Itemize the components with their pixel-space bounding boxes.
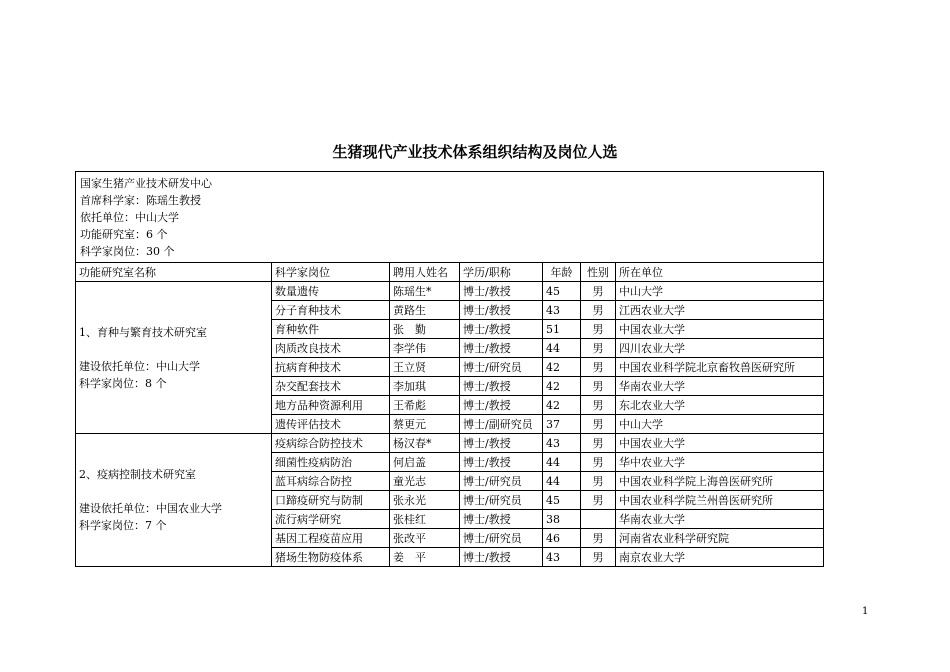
age-cell: 38 — [543, 510, 581, 529]
post-cell: 猪场生物防疫体系 — [272, 548, 390, 567]
post-cell: 地方品种资源利用 — [272, 396, 390, 415]
age-cell: 42 — [543, 358, 581, 377]
unit-cell: 中国农业科学院北京畜牧兽医研究所 — [616, 358, 824, 377]
person-cell: 黄路生 — [390, 301, 460, 320]
person-cell: 张桂红 — [390, 510, 460, 529]
post-cell: 育种软件 — [272, 320, 390, 339]
sex-cell: 男 — [581, 415, 616, 434]
post-cell: 肉质改良技术 — [272, 339, 390, 358]
title-cell: 博士/教授 — [460, 339, 543, 358]
person-cell: 何启盖 — [390, 453, 460, 472]
unit-cell: 中山大学 — [616, 282, 824, 301]
unit-cell: 中国农业大学 — [616, 434, 824, 453]
header-block — [76, 172, 824, 263]
age-cell: 44 — [543, 453, 581, 472]
title-cell: 博士/研究员 — [460, 358, 543, 377]
lab-name: 2、疫病控制技术研究室 — [79, 468, 196, 481]
unit-cell: 中国农业科学院上海兽医研究所 — [616, 472, 824, 491]
title-cell: 博士/教授 — [460, 434, 543, 453]
title-cell: 博士/研究员 — [460, 472, 543, 491]
col-header-sex: 性别 — [581, 263, 616, 282]
header-block-row — [76, 172, 824, 263]
person-cell: 王立贤 — [390, 358, 460, 377]
col-header-lab: 功能研究室名称 — [76, 263, 272, 282]
sex-cell: 男 — [581, 529, 616, 548]
sex-cell: 男 — [581, 548, 616, 567]
post-cell: 疫病综合防控技术 — [272, 434, 390, 453]
unit-cell: 中国农业大学 — [616, 320, 824, 339]
col-header-unit: 所在单位 — [616, 263, 824, 282]
lab-post-count: 科学家岗位：7 个 — [79, 519, 167, 532]
lab-gap — [79, 341, 268, 358]
column-header-row — [76, 263, 824, 282]
lab-info-cell — [76, 434, 272, 567]
unit-cell: 江西农业大学 — [616, 301, 824, 320]
age-cell: 43 — [543, 548, 581, 567]
lab-name: 1、育种与繁育技术研究室 — [79, 325, 207, 339]
page-number: 1 — [862, 606, 869, 617]
col-header-person: 聘用人姓名 — [390, 263, 460, 282]
person-cell: 杨汉春* — [390, 434, 460, 453]
table-row — [76, 282, 824, 301]
title-cell: 博士/教授 — [460, 282, 543, 301]
title-cell: 博士/教授 — [460, 396, 543, 415]
age-cell: 45 — [543, 491, 581, 510]
person-cell: 王希彪 — [390, 396, 460, 415]
person-cell: 蔡更元 — [390, 415, 460, 434]
lab-post-count: 科学家岗位：8 个 — [79, 376, 167, 390]
table-row — [76, 434, 824, 453]
post-cell: 分子育种技术 — [272, 301, 390, 320]
col-header-post: 科学家岗位 — [272, 263, 390, 282]
sex-cell: 男 — [581, 491, 616, 510]
post-cell: 基因工程疫苗应用 — [272, 529, 390, 548]
age-cell: 42 — [543, 396, 581, 415]
person-cell: 陈瑶生* — [390, 282, 460, 301]
sex-cell — [581, 510, 616, 529]
title-cell: 博士/副研究员 — [460, 415, 543, 434]
unit-cell: 东北农业大学 — [616, 396, 824, 415]
col-header-title: 学历/职称 — [460, 263, 543, 282]
unit-cell: 四川农业大学 — [616, 339, 824, 358]
sex-cell: 男 — [581, 282, 616, 301]
person-cell: 李学伟 — [390, 339, 460, 358]
title-cell: 博士/教授 — [460, 377, 543, 396]
person-cell: 张 勤 — [390, 320, 460, 339]
post-cell: 遗传评估技术 — [272, 415, 390, 434]
title-cell: 博士/教授 — [460, 320, 543, 339]
post-cell: 口蹄疫研究与防制 — [272, 491, 390, 510]
post-cell: 细菌性疫病防治 — [272, 453, 390, 472]
age-cell: 44 — [543, 339, 581, 358]
age-cell: 42 — [543, 377, 581, 396]
document-title: 生猪现代产业技术体系组织结构及岗位人选 — [332, 143, 618, 161]
sex-cell: 男 — [581, 301, 616, 320]
age-cell: 46 — [543, 529, 581, 548]
sex-cell: 男 — [581, 453, 616, 472]
lab-host-unit: 建设依托单位：中山大学 — [79, 359, 200, 373]
title-cell: 博士/教授 — [460, 510, 543, 529]
sex-cell: 男 — [581, 339, 616, 358]
sex-cell: 男 — [581, 472, 616, 491]
person-cell: 姜 平 — [390, 548, 460, 567]
unit-cell: 南京农业大学 — [616, 548, 824, 567]
title-cell: 博士/研究员 — [460, 529, 543, 548]
person-cell: 李加琪 — [390, 377, 460, 396]
title-cell: 博士/教授 — [460, 548, 543, 567]
unit-cell: 中国农业科学院兰州兽医研究所 — [616, 491, 824, 510]
post-cell: 流行病学研究 — [272, 510, 390, 529]
sex-cell: 男 — [581, 434, 616, 453]
unit-cell: 华南农业大学 — [616, 377, 824, 396]
sex-cell: 男 — [581, 320, 616, 339]
unit-cell: 华南农业大学 — [616, 510, 824, 529]
lab-info-cell — [76, 282, 272, 434]
age-cell: 43 — [543, 301, 581, 320]
title-cell: 博士/教授 — [460, 453, 543, 472]
age-cell: 43 — [543, 434, 581, 453]
sex-cell: 男 — [581, 377, 616, 396]
center-name: 国家生猪产业技术研发中心 — [80, 177, 212, 190]
post-count: 科学家岗位：30 个 — [80, 245, 175, 258]
lab-count: 功能研究室：6 个 — [80, 228, 168, 241]
age-cell: 37 — [543, 415, 581, 434]
person-cell: 张改平 — [390, 529, 460, 548]
chief-scientist: 首席科学家：陈瑶生教授 — [80, 194, 201, 207]
age-cell: 51 — [543, 320, 581, 339]
table-body — [76, 172, 824, 567]
title-cell: 博士/教授 — [460, 301, 543, 320]
sex-cell: 男 — [581, 358, 616, 377]
unit-cell: 华中农业大学 — [616, 453, 824, 472]
post-cell: 数量遗传 — [272, 282, 390, 301]
post-cell: 抗病育种技术 — [272, 358, 390, 377]
age-cell: 45 — [543, 282, 581, 301]
age-cell: 44 — [543, 472, 581, 491]
col-header-age: 年龄 — [543, 263, 581, 282]
lab-gap — [79, 483, 268, 500]
person-cell: 童光志 — [390, 472, 460, 491]
post-cell: 杂交配套技术 — [272, 377, 390, 396]
title-cell: 博士/研究员 — [460, 491, 543, 510]
unit-cell: 河南省农业科学研究院 — [616, 529, 824, 548]
organization-table — [75, 171, 824, 567]
host-unit: 依托单位：中山大学 — [80, 211, 179, 224]
unit-cell: 中山大学 — [616, 415, 824, 434]
post-cell: 蓝耳病综合防控 — [272, 472, 390, 491]
person-cell: 张永光 — [390, 491, 460, 510]
sex-cell: 男 — [581, 396, 616, 415]
lab-host-unit: 建设依托单位：中国农业大学 — [79, 502, 222, 515]
